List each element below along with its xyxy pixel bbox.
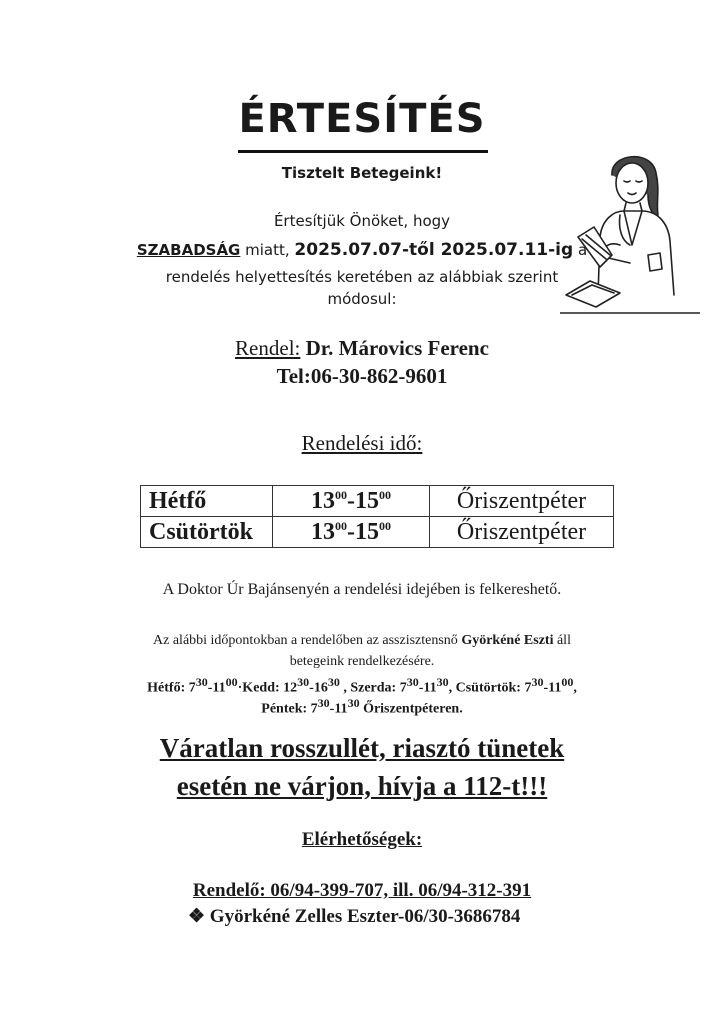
schedule-time: $13^{00}-15^{00}$ (273, 517, 430, 548)
date-range: 2025.07.07-től 2025.07.11-ig (294, 240, 574, 260)
warning-line-1: Váratlan rosszullét, riasztó tünetek (159, 733, 565, 763)
doctor-phone: Tel:06-30-862-9601 (276, 364, 448, 388)
contact-assistant: ❖ Györkéné Zelles Eszter-06/30-3686784 (188, 906, 521, 927)
table-row (141, 517, 614, 548)
alternate-note: A Doktor Úr Bajánsenyén a rendelési idejében is felkereshető. (162, 581, 562, 598)
contact-office: Rendelő: 06/94-399-707, ill. 06/94-312-391 (192, 880, 532, 901)
schedule-day: Csütörtök (141, 517, 273, 548)
intro-line-3: rendelés helyettesítés keretében az alábbiak szerint (165, 268, 559, 286)
page-title: ÉRTESÍTÉS (238, 96, 486, 142)
schedule-time: $13^{00}-15^{00}$ (273, 486, 430, 517)
schedule-place: Őriszentpéter (430, 517, 614, 548)
doctor-line (0, 336, 724, 361)
doctor-label: Rendel: (235, 336, 301, 360)
doctor-illustration (560, 145, 700, 315)
assistant-name: Györkéné Eszti (461, 633, 554, 648)
assistant-hours-1: Hétfő: $7^{30}-11^{00}\cdot Kedd$: $12^{30}-16^{30}$ , Szerda: $7^{30}-11^{30}$, Csütörtök: $7^{30}-11^{00}$, (147, 675, 577, 696)
schedule-day: Hétfő (141, 486, 273, 517)
schedule-table (140, 485, 614, 548)
assistant-line-1: Az alábbi időpontokban a rendelőben az asszisztensnő Györkéné Eszti áll (153, 633, 571, 648)
date-suffix: a (573, 241, 588, 259)
hours-label: Rendelési idő: (301, 431, 423, 455)
warning-line-2: esetén ne várjon, hívja a 112-t!!! (176, 771, 548, 801)
reason-word: SZABADSÁG (136, 241, 241, 259)
schedule-place: Őriszentpéter (430, 486, 614, 517)
assistant-hours-2: Péntek: $7^{30}-11^{30}$ Őriszentpéteren. (261, 696, 463, 717)
greeting: Tisztelt Betegeink! (281, 164, 443, 182)
title-underline (238, 150, 488, 153)
intro-line-4: módosul: (327, 290, 397, 308)
table-row (141, 486, 614, 517)
reason-suffix: miatt, (240, 241, 295, 259)
bullet-icon: ❖ (188, 906, 206, 927)
assistant-line-2: betegeink rendelkezésére. (289, 654, 435, 669)
intro-line-1: Értesítjük Önöket, hogy (273, 212, 451, 230)
doctor-name: Dr. Márovics Ferenc (300, 336, 489, 360)
contacts-label: Elérhetőségek: (301, 829, 423, 850)
